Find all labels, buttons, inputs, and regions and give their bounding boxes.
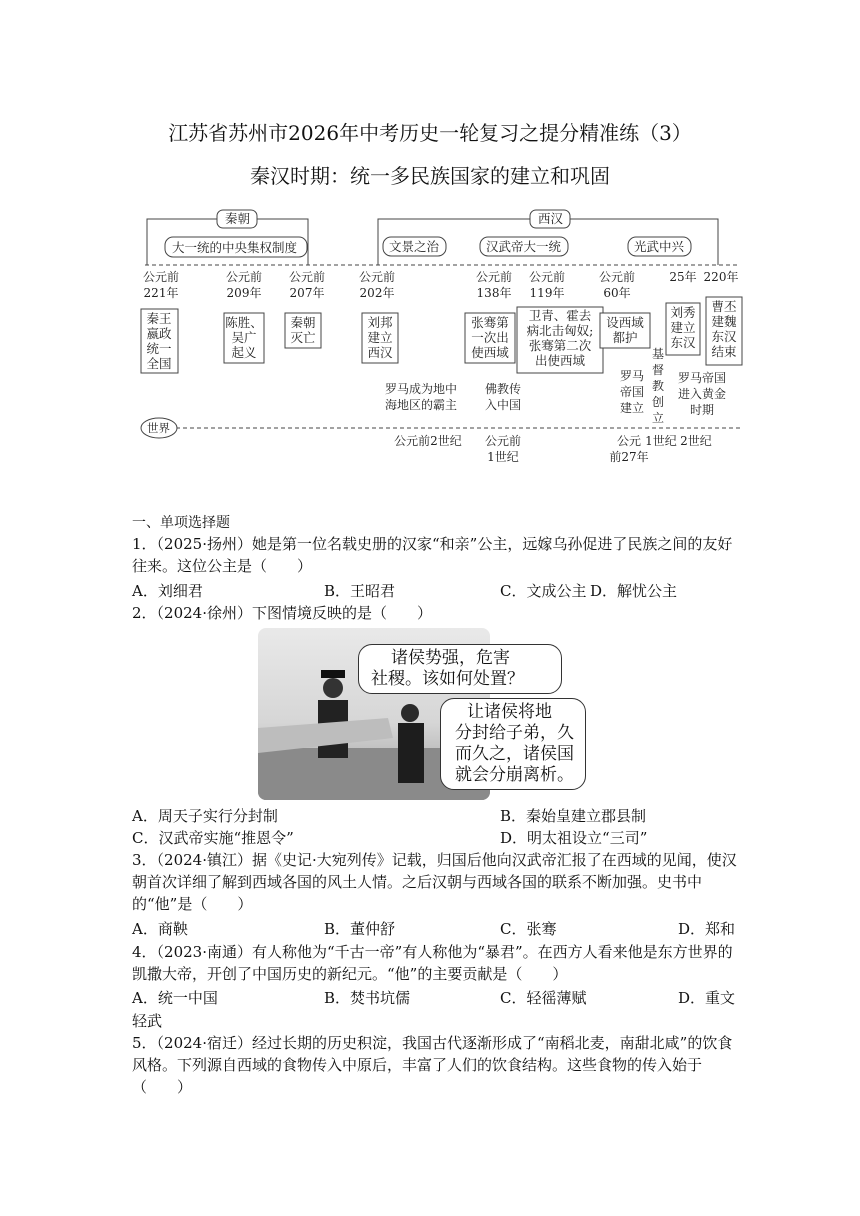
- bubble-1-line-2: 社稷。该如何处置？: [371, 669, 524, 689]
- speech-bubble-2: [440, 698, 586, 790]
- timeline-date-2-line-1: 公元前: [225, 270, 263, 284]
- speech-bubble-1: [358, 644, 562, 694]
- page-subtitle: 秦汉时期：统一多民族国家的建立和巩固: [250, 164, 610, 188]
- world-date-1-line-1: 公元前2世纪: [394, 434, 462, 448]
- bubble-1-line-1: 诸侯势强，危害: [391, 648, 510, 668]
- world-event-5-line-3: 时期: [689, 403, 715, 417]
- world-event-3-line-2: 帝国: [619, 385, 645, 399]
- timeline-event-1-line-1: 秦王: [146, 311, 172, 326]
- q3-option-d[interactable]: D．郑和: [678, 920, 736, 938]
- timeline-figure: [0, 0, 860, 480]
- emperor-crown: [321, 670, 345, 678]
- bubble-2-line-3: 而久之，诸侯国: [455, 744, 574, 764]
- bubble-2-line-2: 分封给子弟，久: [455, 723, 574, 743]
- question-1-stem: 1．（2025·扬州）她是第一位名载史册的汉家“和亲”公主，远嫁乌孙促进了民族之间的友好往来。这位公主是（ ）: [132, 535, 733, 575]
- timeline-event-5-line-2: 一次出: [471, 330, 509, 345]
- world-event-1-line-1: 罗马成为地中: [384, 382, 458, 396]
- timeline-event-5-line-3: 使西域: [471, 345, 509, 360]
- bracket-han-sub2: 汉武帝大一统: [486, 239, 562, 254]
- minister-figure: [398, 723, 424, 783]
- timeline-event-3-line-1: 秦朝: [290, 315, 316, 330]
- world-event-4-line-3: 教: [651, 379, 665, 393]
- world-event-4-line-5: 立: [651, 411, 665, 425]
- timeline-event-8-line-1: 刘秀: [670, 305, 696, 320]
- timeline-event-8-line-3: 东汉: [670, 335, 696, 350]
- timeline-date-7-line-1: 公元前: [598, 270, 636, 284]
- timeline-date-4-line-2: 202年: [359, 286, 395, 300]
- world-date-2-line-2: 1世纪: [487, 450, 519, 464]
- world-label: 世界: [147, 421, 170, 435]
- bracket-qin-label: 秦朝: [225, 211, 251, 226]
- page-title: 江苏省苏州市2026年中考历史一轮复习之提分精准练（3）: [168, 121, 692, 145]
- q1-option-a[interactable]: A．刘细君: [132, 582, 203, 600]
- q4-option-d-wrap: 轻武: [132, 1012, 163, 1030]
- timeline-event-3-line-2: 灭亡: [290, 330, 316, 345]
- world-date-2-line-1: 公元前: [484, 434, 522, 448]
- world-date-5-line-1: 2世纪: [680, 434, 712, 448]
- q2-option-d[interactable]: D．明太祖设立“三司”: [500, 829, 648, 847]
- q3-option-b[interactable]: B．董仲舒: [324, 920, 396, 938]
- q1-option-d[interactable]: D．解忧公主: [590, 582, 678, 600]
- q3-option-c[interactable]: C．张骞: [500, 920, 557, 938]
- q1-option-b[interactable]: B．王昭君: [324, 582, 396, 600]
- bubble-2-line-1: 让诸侯将地: [467, 702, 552, 722]
- bracket-han-sub1: 文景之治: [389, 239, 440, 254]
- q4-option-c[interactable]: C．轻徭薄赋: [500, 989, 587, 1007]
- minister-head: [401, 704, 419, 722]
- timeline-event-9-line-4: 结束: [711, 344, 737, 359]
- timeline-date-5-line-1: 公元前: [475, 270, 513, 284]
- bracket-han-label: 西汉: [538, 211, 564, 226]
- world-event-2-line-2: 入中国: [484, 398, 522, 412]
- question-5-stem: 5．（2024·宿迁）经过长期的历史积淀，我国古代逐渐形成了“南稻北麦，南甜北咸”的饮食风格。下列源自西域的食物传入中原后，丰富了人们的饮食结构。这些食物的传入始于（ ）: [132, 1034, 733, 1096]
- q2-option-c[interactable]: C．汉武帝实施“推恩令”: [132, 829, 294, 847]
- world-event-3-line-3: 建立: [619, 401, 645, 415]
- timeline-event-6-line-2: 病北击匈奴;: [526, 323, 594, 338]
- q2-option-b[interactable]: B．秦始皇建立郡县制: [500, 807, 647, 825]
- timeline-date-6-line-1: 公元前: [528, 270, 566, 284]
- timeline-event-1-line-2: 嬴政: [146, 326, 172, 341]
- world-event-1-line-2: 海地区的霸主: [384, 398, 458, 412]
- timeline-event-4-line-2: 建立: [367, 330, 393, 345]
- timeline-date-1-line-1: 公元前: [142, 270, 180, 284]
- bracket-qin-sub: 大一统的中央集权制度: [172, 240, 298, 255]
- timeline-date-3-line-1: 公元前: [288, 270, 326, 284]
- timeline-event-7-line-2: 都护: [612, 330, 638, 345]
- timeline-event-7-line-1: 设西域: [606, 315, 644, 330]
- timeline-event-6-line-4: 出使西域: [534, 353, 586, 368]
- timeline-event-2-line-3: 起义: [231, 345, 257, 360]
- timeline-event-9-line-2: 建魏: [711, 314, 737, 329]
- world-event-2-line-1: 佛教传: [484, 382, 522, 396]
- bracket-han-sub3: 光武中兴: [634, 239, 685, 254]
- q4-option-a[interactable]: A．统一中国: [132, 989, 218, 1007]
- timeline-event-9-line-1: 曹丕: [711, 299, 737, 314]
- q4-option-b[interactable]: B．焚书坑儒: [324, 989, 411, 1007]
- world-date-3-line-1: 公元: [616, 434, 642, 448]
- timeline-date-2-line-2: 209年: [226, 286, 262, 300]
- question-4-stem: 4．（2023·南通）有人称他为“千古一帝”有人称他为“暴君”。在西方人看来他是东方世界的凯撒大帝，开创了中国历史的新纪元。“他”的主要贡献是（ ）: [132, 943, 733, 983]
- timeline-date-5-line-2: 138年: [476, 286, 512, 300]
- q4-option-d[interactable]: D．重文: [678, 989, 736, 1007]
- q1-option-c[interactable]: C．文成公主: [500, 582, 587, 600]
- timeline-date-6-line-2: 119年: [529, 286, 565, 300]
- q2-option-a[interactable]: A．周天子实行分封制: [132, 807, 278, 825]
- timeline-event-1-line-3: 统一: [146, 341, 172, 356]
- timeline-date-9-line-1: 220年: [703, 270, 739, 284]
- q3-option-a[interactable]: A．商鞅: [132, 920, 188, 938]
- timeline-event-5-line-1: 张骞第: [471, 315, 509, 330]
- world-event-5-line-1: 罗马帝国: [677, 371, 727, 385]
- timeline-event-6-line-1: 卫青、霍去: [528, 308, 592, 323]
- timeline-event-2-line-2: 吴广: [231, 330, 257, 345]
- timeline-event-8-line-2: 建立: [670, 320, 696, 335]
- world-date-4-line-1: 1世纪: [645, 434, 677, 448]
- world-date-3-line-2: 前27年: [609, 450, 649, 464]
- section-heading: 一、单项选择题: [132, 515, 230, 531]
- timeline-date-1-line-2: 221年: [143, 286, 179, 300]
- timeline-date-3-line-2: 207年: [289, 286, 325, 300]
- timeline-date-7-line-2: 60年: [603, 286, 631, 300]
- world-event-5-line-2: 进入黄金: [677, 387, 727, 401]
- world-event-3-line-1: 罗马: [619, 369, 645, 383]
- question-3-stem: 3．（2024·镇江）据《史记·大宛列传》记载，归国后他向汉武帝汇报了在西域的见闻，使汉朝首次详细了解到西域各国的风土人情。之后汉朝与西域各国的联系不断加强。史书中的“他”是（ ）: [132, 851, 737, 913]
- timeline-event-6-line-3: 张骞第二次: [528, 338, 592, 353]
- world-event-4-line-2: 督: [651, 363, 665, 377]
- timeline-date-4-line-1: 公元前: [358, 270, 396, 284]
- bubble-2-line-4: 就会分崩离析。: [455, 765, 574, 785]
- timeline-event-2-line-1: 陈胜、: [225, 315, 263, 330]
- timeline-event-1-line-4: 全国: [146, 356, 172, 371]
- timeline-event-9-line-3: 东汉: [711, 329, 737, 344]
- timeline-event-4-line-3: 西汉: [367, 345, 393, 360]
- world-event-4-line-1: 基: [651, 347, 665, 361]
- emperor-head: [323, 678, 343, 698]
- question-2-stem: 2．（2024·徐州）下图情境反映的是（ ）: [132, 604, 432, 622]
- world-event-4-line-4: 创: [651, 395, 665, 409]
- timeline-event-4-line-1: 刘邦: [367, 315, 393, 330]
- timeline-date-8-line-1: 25年: [669, 270, 697, 284]
